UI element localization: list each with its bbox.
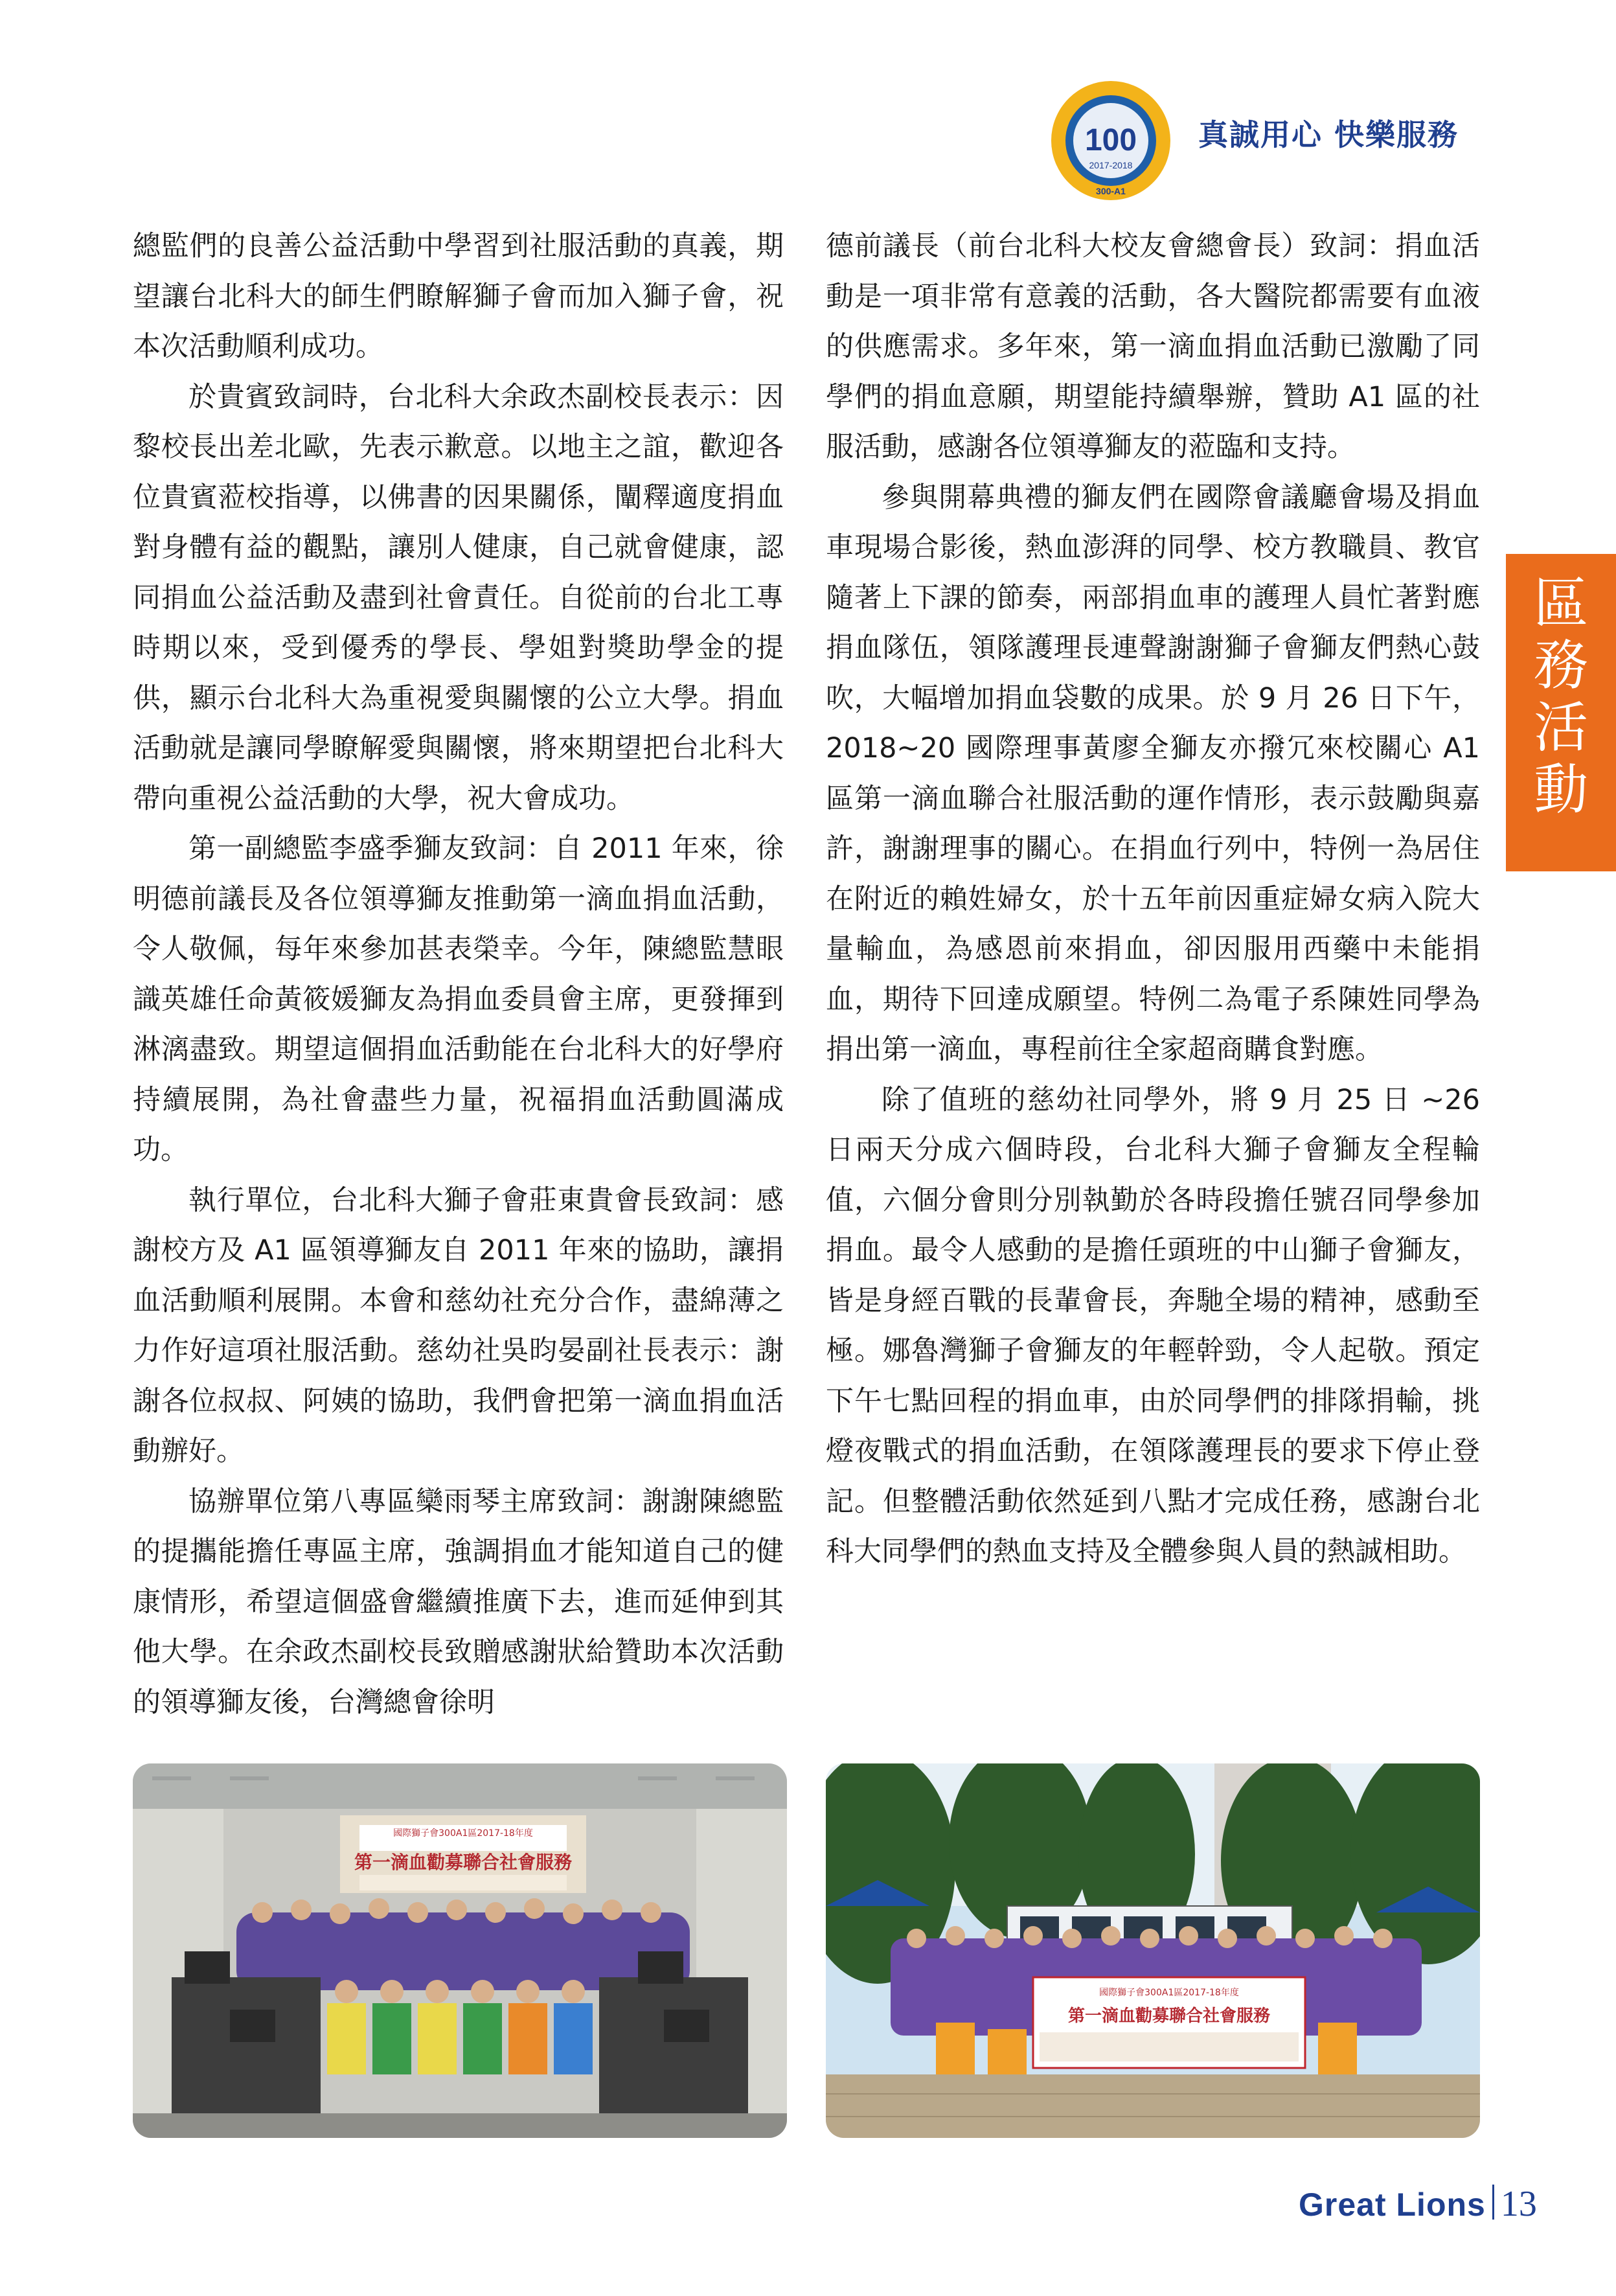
page-footer	[1299, 2183, 1537, 2225]
page-number: 13	[1500, 2184, 1537, 2224]
footer-divider	[1492, 2185, 1494, 2220]
banner-line2: 第一滴血勸募聯合社會服務	[354, 1852, 573, 1873]
banner-line1: 國際獅子會300A1區2017-18年度	[1099, 1988, 1239, 1998]
group-photo-blood-donation-bus	[826, 1763, 1480, 2138]
section-tab-char: 活	[1533, 696, 1588, 759]
paragraph: 參與開幕典禮的獅友們在國際會議廳會場及捐血車現場合影後，熱血澎湃的同學、校方教職員、教官隨著上下課的節奏，兩部捐血車的護理人員忙著對應捐血隊伍，領隊護理長連聲謝謝獅子會獅友們熱心鼓吹，大幅增加捐血袋數的成果。於 9 月 26 日下午，2018~20 國際理事黃廖全獅友亦撥冗來校關心 A1 區第一滴血聯合社服活動的運作情形，表示鼓勵與嘉許，謝謝理事的關心。在捐血行列中，特例一為居住在附近的賴姓婦女，於十五年前因重症婦女病入院大量輸血，為感恩前來捐血，卻因服用西藥中未能捐血，期待下回達成願望。特例二為電子系陳姓同學為捐出第一滴血，專程前往全家超商購食對應。	[826, 481, 1480, 1066]
paragraph: 德前議長（前台北科大校友會總會長）致詞：捐血活動是一項非常有意義的活動，各大醫院都需要有血液的供應需求。多年來，第一滴血捐血活動已激勵了同學們的捐血意願，期望能持續舉辦，贊助 A1 區的社服活動，感謝各位領導獅友的蒞臨和支持。	[826, 230, 1480, 463]
paragraph: 除了值班的慈幼社同學外，將 9 月 25 日 ~26 日兩天分成六個時段，台北科大獅子會獅友全程輪值，六個分會則分別執勤於各時段擔任號召同學參加捐血。最令人感動的是擔任頭班的中山獅子會獅友，皆是身經百戰的長輩會長，奔馳全場的精神，感動至極。娜魯灣獅子會獅友的年輕幹勁，令人起敬。預定下午七點回程的捐血車，由於同學們的排隊捐輸，挑燈夜戰式的捐血活動，在領隊護理長的要求下停止登記。但整體活動依然延到八點才完成任務，感謝台北科大同學們的熱血支持及全體參與人員的熱誠相助。	[826, 1083, 1480, 1568]
group-photo-conference-hall	[133, 1763, 787, 2138]
header-slogan: 真誠用心 快樂服務	[1198, 117, 1459, 152]
paragraph: 執行單位，台北科大獅子會莊東貴會長致詞：感謝校方及 A1 區領導獅友自 2011 年來的協助，讓捐血活動順利展開。本會和慈幼社充分合作，盡綿薄之力作好這項社服活動。慈幼社吳昀晏副社長表示：謝謝各位叔叔、阿姨的協助，我們會把第一滴血捐血活動辦好。	[133, 1184, 784, 1467]
magazine-name: Great Lions	[1299, 2187, 1486, 2223]
section-tab-char: 區	[1533, 571, 1588, 635]
section-tab-char: 動	[1533, 758, 1588, 821]
logo-district: 300-A1	[1096, 186, 1126, 196]
article-column-right	[826, 222, 1480, 1578]
article-column-left	[133, 222, 784, 1728]
banner-line2: 第一滴血勸募聯合社會服務	[1067, 2006, 1271, 2026]
paragraph: 於貴賓致詞時，台北科大余政杰副校長表示：因黎校長出差北歐，先表示歉意。以地主之誼，歡迎各位貴賓蒞校指導，以佛書的因果關係，闡釋適度捐血對身體有益的觀點，讓別人健康，自己就會健康，認同捐血公益活動及盡到社會責任。自從前的台北工專時期以來，受到優秀的學長、學姐對獎助學金的提供，顯示台北科大為重視愛與關懷的公立大學。捐血活動就是讓同學瞭解愛與關懷，將來期望把台北科大帶向重視公益活動的大學，祝大會成功。	[133, 380, 784, 815]
logo-number: 100	[1084, 123, 1137, 157]
page-header	[1049, 71, 1567, 201]
paragraph: 總監們的良善公益活動中學習到社服活動的真義，期望讓台北科大的師生們瞭解獅子會而加入獅子會，祝本次活動順利成功。	[133, 230, 784, 363]
paragraph: 第一副總監李盛季獅友致詞：自 2011 年來，徐明德前議長及各位領導獅友推動第一滴血捐血活動，令人敬佩，每年來參加甚表榮幸。今年，陳總監慧眼識英雄任命黃筱媛獅友為捐血委員會主席，更發揮到淋漓盡致。期望這個捐血活動能在台北科大的好學府持續展開，為社會盡些力量，祝福捐血活動圓滿成功。	[133, 832, 784, 1166]
banner-line1: 國際獅子會300A1區2017-18年度	[393, 1828, 533, 1839]
lions-100-anniversary-logo	[1049, 79, 1172, 202]
logo-years: 2017-2018	[1089, 160, 1133, 170]
section-tab	[1506, 554, 1616, 871]
paragraph: 協辦單位第八專區欒雨琴主席致詞：謝謝陳總監的提攜能擔任專區主席，強調捐血才能知道自己的健康情形，希望這個盛會繼續推廣下去，進而延伸到其他大學。在余政杰副校長致贈感謝狀給贊助本次活動的領導獅友後，台灣總會徐明	[133, 1485, 784, 1719]
section-tab-char: 務	[1533, 634, 1588, 697]
